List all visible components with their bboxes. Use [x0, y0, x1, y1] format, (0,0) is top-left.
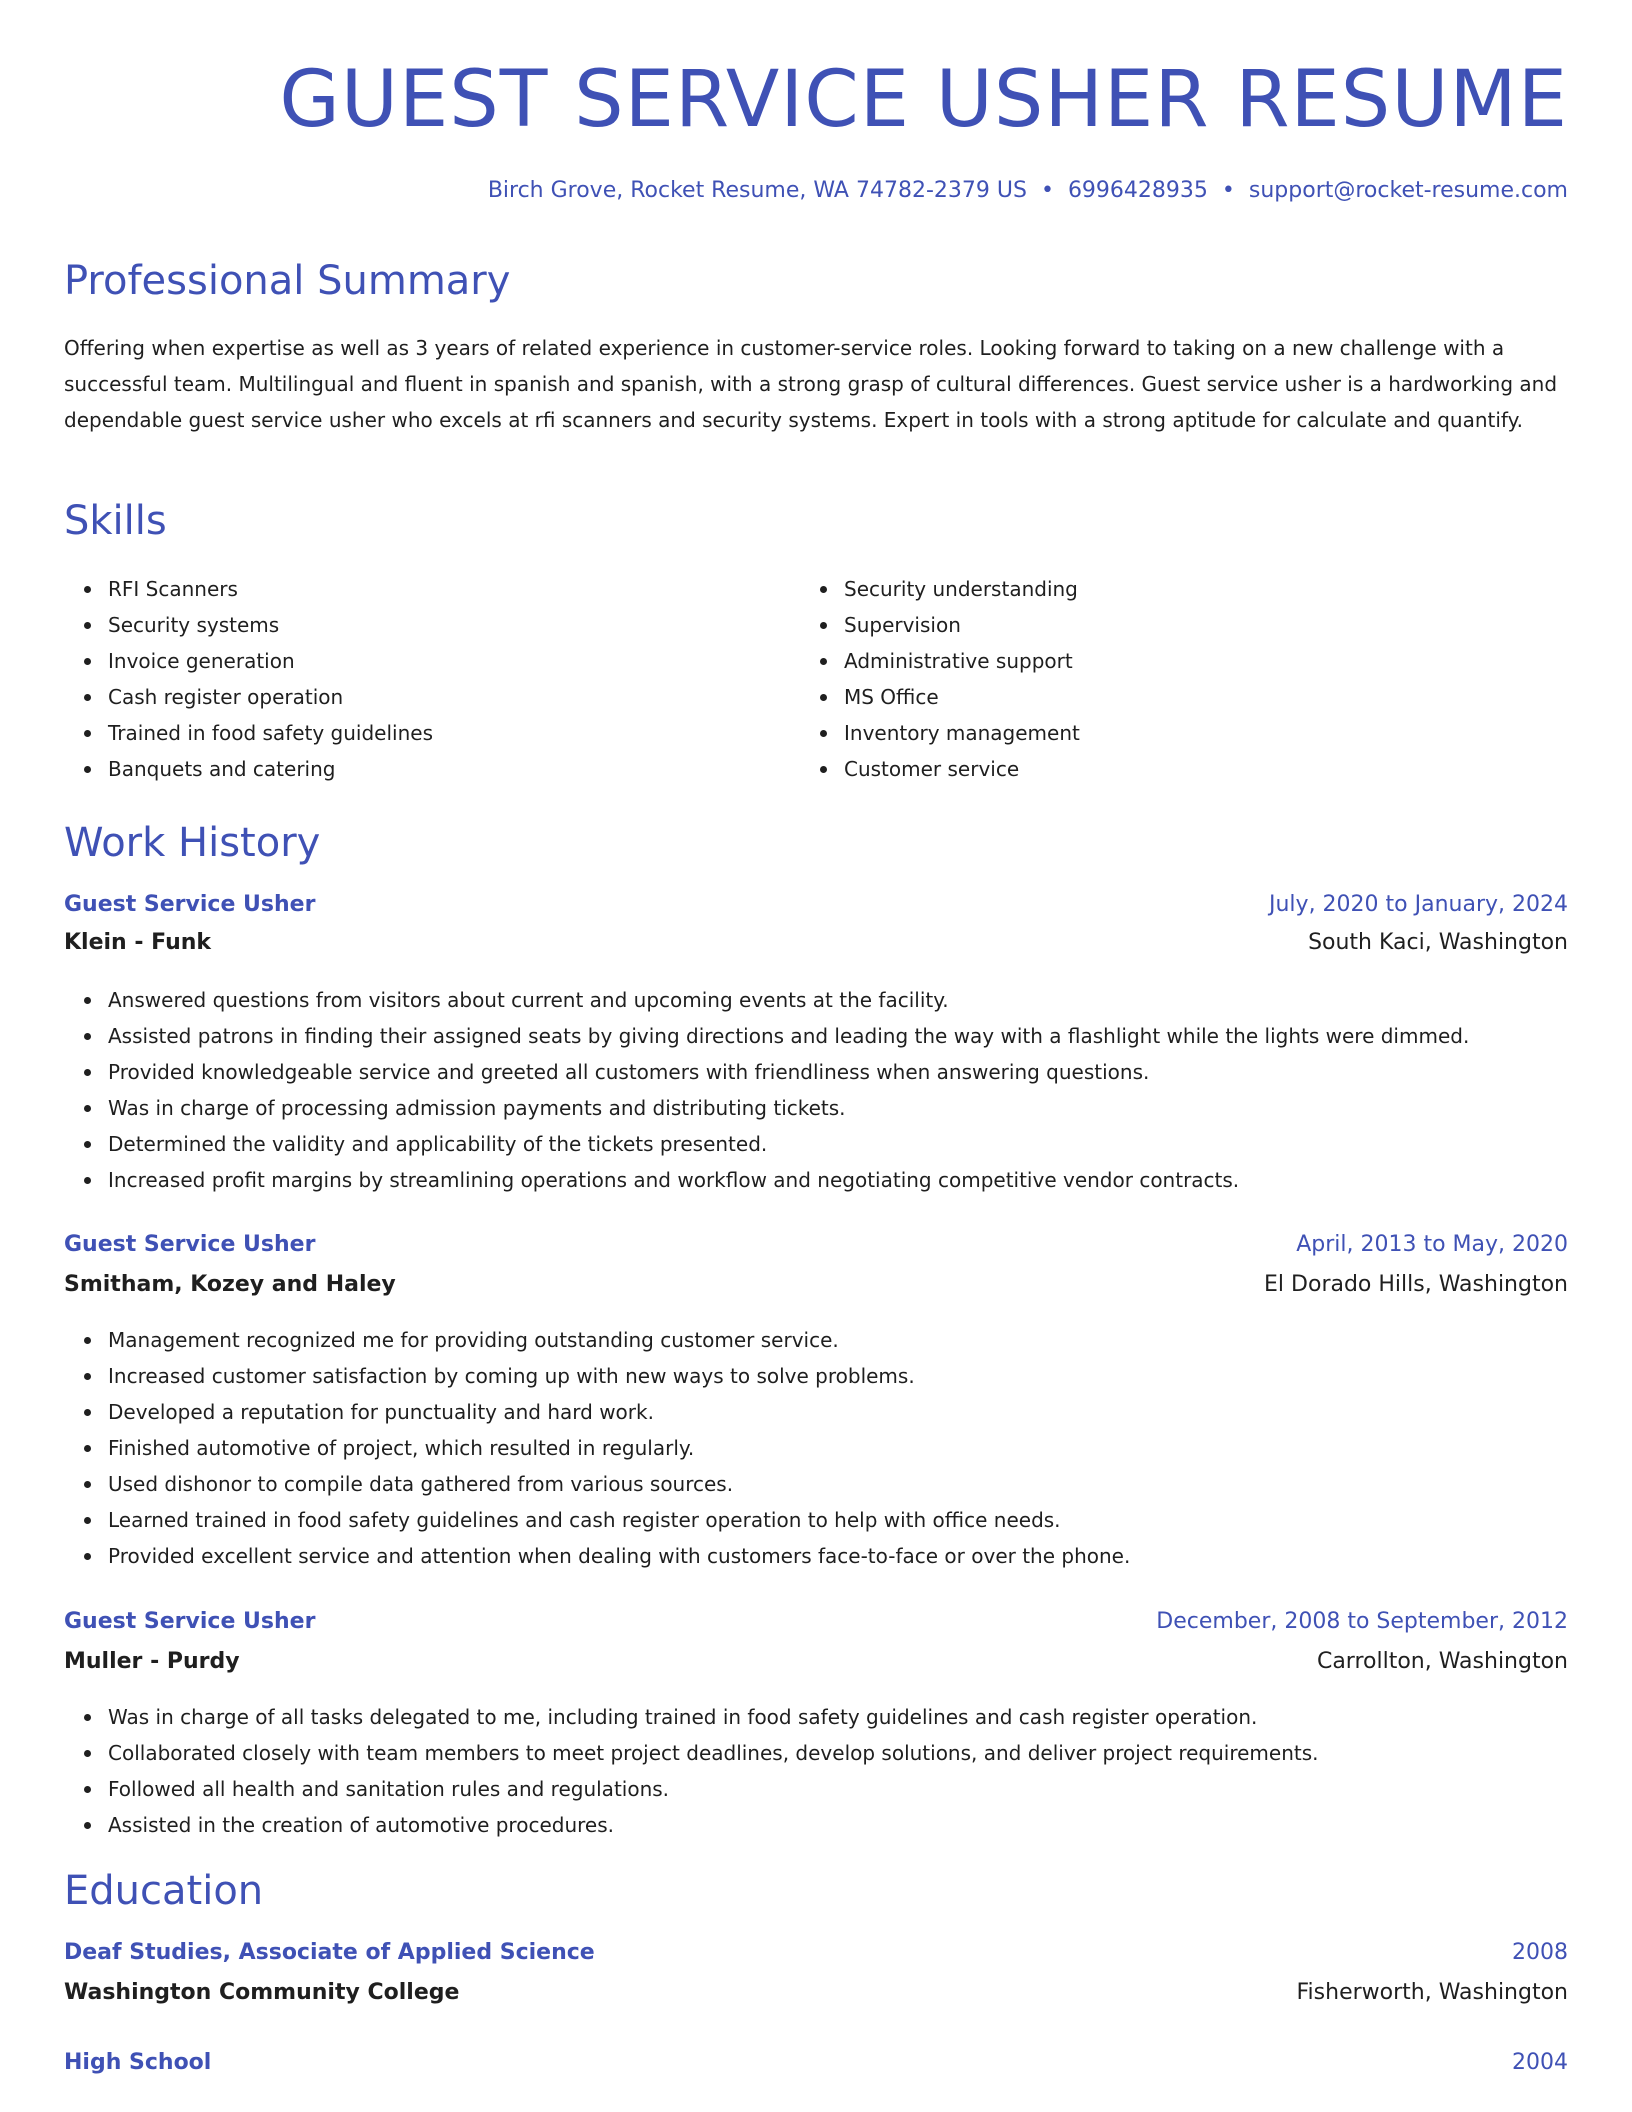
job-entry: [64, 1232, 1568, 1574]
job-bullets: [64, 1322, 1568, 1574]
contact-separator: •: [1221, 178, 1235, 203]
job-bullet: Was in charge of processing admission payments and distributing tickets.: [108, 1090, 1568, 1126]
contact-address: Birch Grove, Rocket Resume, WA 74782-2379 US: [487, 178, 1027, 203]
job-bullet: Management recognized me for providing outstanding customer service.: [108, 1322, 1568, 1358]
education-entry: [64, 1940, 1568, 2018]
job-bullet: Collaborated closely with team members to meet project deadlines, develop solutions, and deliver project requirements.: [108, 1735, 1568, 1771]
skill-item: Trained in food safety guidelines: [108, 715, 800, 751]
skill-item: Security understanding: [844, 571, 1536, 607]
skill-item: MS Office: [844, 679, 1536, 715]
contact-line: [488, 178, 1568, 203]
job-bullets: [64, 1699, 1568, 1843]
skill-item: Banquets and catering: [108, 751, 800, 787]
job-bullet: Was in charge of all tasks delegated to me, including trained in food safety guidelines and cash register operation.: [108, 1699, 1568, 1735]
job-bullet: Increased customer satisfaction by coming up with new ways to solve problems.: [108, 1358, 1568, 1394]
education-heading: Education: [64, 1868, 264, 1914]
job-bullet: Determined the validity and applicability of the tickets presented.: [108, 1126, 1568, 1162]
job-bullet: Learned trained in food safety guidelines and cash register operation to help with office needs.: [108, 1502, 1568, 1538]
job-bullet: Increased profit margins by streamlining operations and workflow and negotiating competitive vendor contracts.: [108, 1162, 1568, 1198]
job-title: Guest Service Usher: [64, 1609, 316, 1634]
contact-email[interactable]: support@rocket-resume.com: [1248, 178, 1568, 203]
job-title: Guest Service Usher: [64, 1232, 316, 1257]
resume-title: GUEST SERVICE USHER RESUME: [279, 55, 1568, 145]
contact-phone: 6996428935: [1067, 178, 1208, 203]
skill-item: Customer service: [844, 751, 1536, 787]
degree-name: Deaf Studies, Associate of Applied Science: [64, 1940, 595, 1965]
job-bullet: Followed all health and sanitation rules and regulations.: [108, 1771, 1568, 1807]
job-bullet: Assisted in the creation of automotive procedures.: [108, 1807, 1568, 1843]
degree-name: High School: [64, 2050, 212, 2075]
company-name: Klein - Funk: [64, 930, 212, 955]
job-bullet: Developed a reputation for punctuality and hard work.: [108, 1394, 1568, 1430]
job-bullet: Used dishonor to compile data gathered from various sources.: [108, 1466, 1568, 1502]
skill-item: Security systems: [108, 607, 800, 643]
skill-item: Inventory management: [844, 715, 1536, 751]
job-location: Carrollton, Washington: [1316, 1649, 1568, 1674]
skill-item: Administrative support: [844, 643, 1536, 679]
skills-list: [64, 571, 1568, 787]
education-year: 2008: [1512, 1940, 1568, 1965]
school-name: Washington Community College: [64, 1980, 460, 2005]
company-name: Smitham, Kozey and Haley: [64, 1272, 396, 1297]
job-bullet: Provided excellent service and attention when dealing with customers face-to-face or over the phone.: [108, 1538, 1568, 1574]
skill-item: RFI Scanners: [108, 571, 800, 607]
skill-item: Cash register operation: [108, 679, 800, 715]
job-entry: [64, 892, 1568, 1198]
job-dates: April, 2013 to May, 2020: [1296, 1232, 1568, 1257]
contact-separator: •: [1040, 178, 1054, 203]
job-bullet: Answered questions from visitors about current and upcoming events at the facility.: [108, 982, 1568, 1018]
job-entry: [64, 1609, 1568, 1843]
summary-text: Offering when expertise as well as 3 years of related experience in customer-service roles. Looking forward to taking on a new challenge with a successful team. Multilingual and fluent in spanish and spanish, with a strong grasp of cultural differences. Guest service usher is a hardworking and dependable guest service usher who excels at rfi scanners and security systems. Expert in tools with a strong aptitude for calculate and quantify.: [64, 336, 1558, 432]
job-title: Guest Service Usher: [64, 892, 316, 917]
job-bullet: Provided knowledgeable service and greeted all customers with friendliness when answering questions.: [108, 1054, 1568, 1090]
summary-heading: Professional Summary: [64, 258, 511, 304]
job-dates: July, 2020 to January, 2024: [1269, 892, 1568, 917]
skills-column-right: [800, 571, 1536, 787]
job-dates: December, 2008 to September, 2012: [1156, 1609, 1568, 1634]
job-bullet: Finished automotive of project, which resulted in regularly.: [108, 1430, 1568, 1466]
skills-column-left: [64, 571, 800, 787]
job-location: South Kaci, Washington: [1308, 930, 1568, 955]
job-bullet: Assisted patrons in finding their assigned seats by giving directions and leading the way with a flashlight while the lights were dimmed.: [108, 1018, 1568, 1054]
skill-item: Invoice generation: [108, 643, 800, 679]
company-name: Muller - Purdy: [64, 1649, 240, 1674]
education-entry: [64, 2050, 1568, 2090]
job-bullets: [64, 982, 1568, 1198]
work-history-heading: Work History: [64, 820, 321, 866]
education-year: 2004: [1512, 2050, 1568, 2075]
skill-item: Supervision: [844, 607, 1536, 643]
skills-heading: Skills: [64, 498, 167, 544]
job-location: El Dorado Hills, Washington: [1264, 1272, 1568, 1297]
school-location: Fisherworth, Washington: [1296, 1980, 1568, 2005]
